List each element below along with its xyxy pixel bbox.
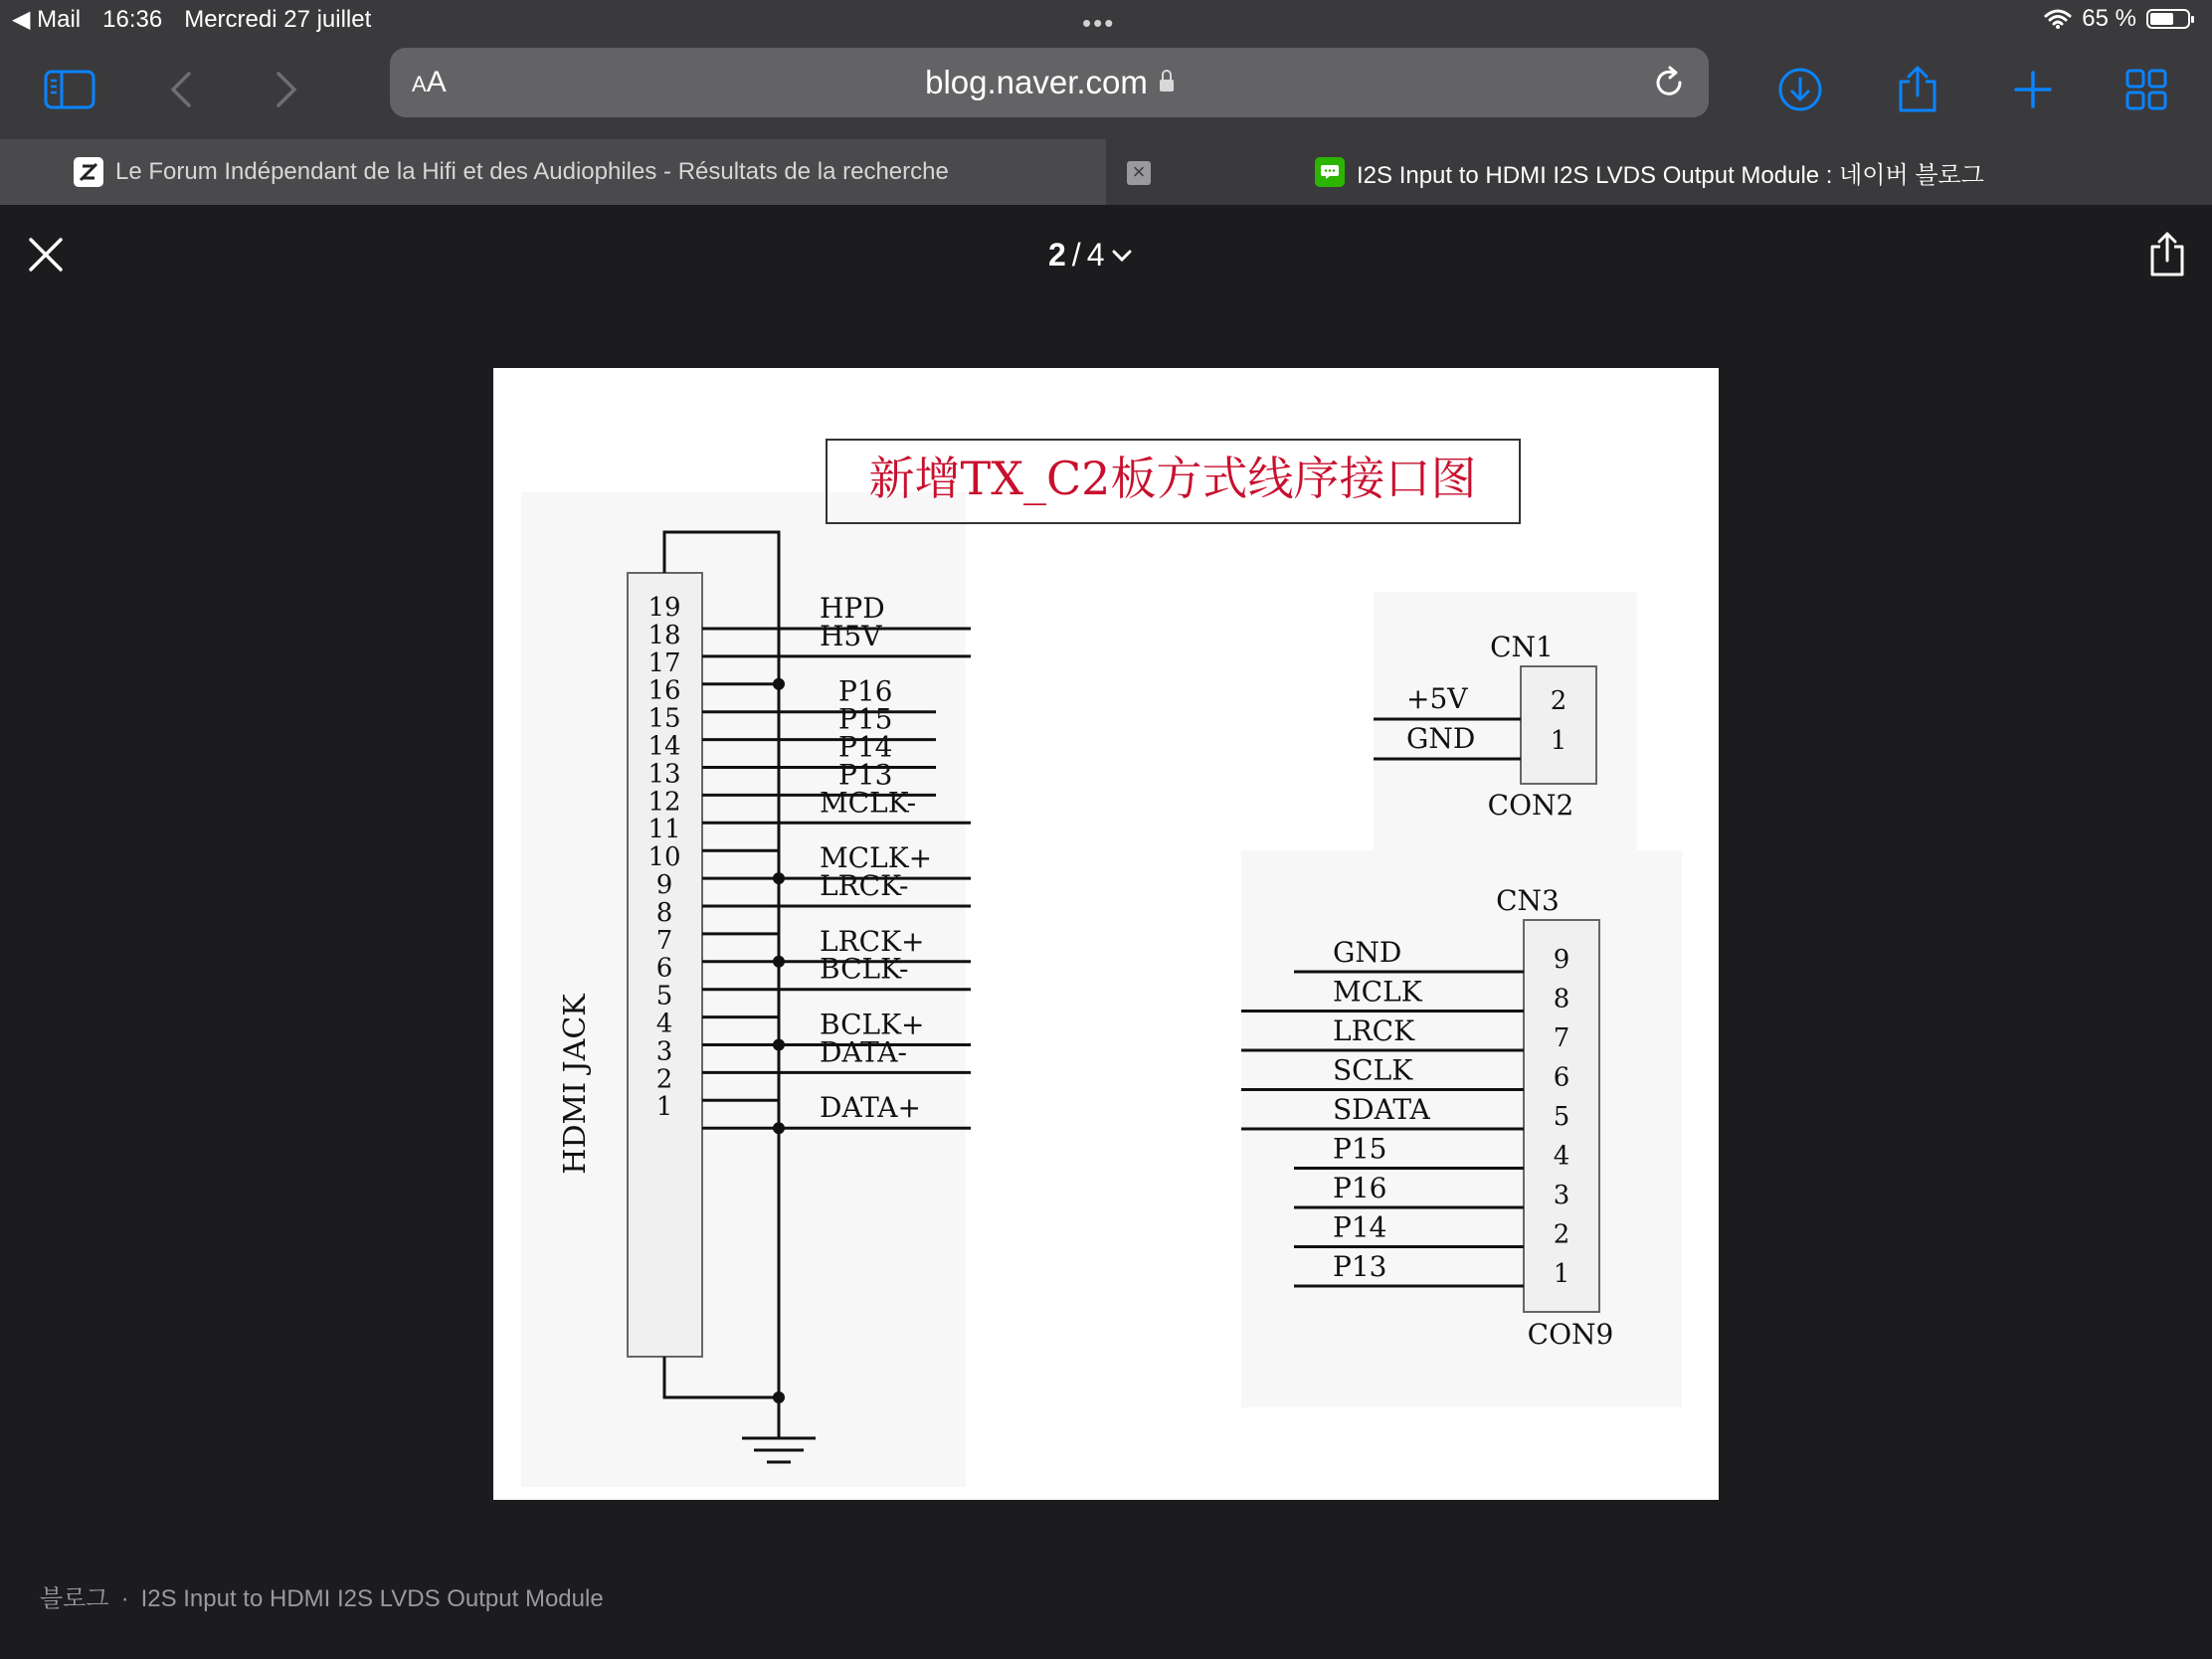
hdmi-signal-label: P16 xyxy=(838,674,893,708)
hdmi-signal-label: DATA- xyxy=(820,1035,907,1069)
cn1-signal-label: +5V xyxy=(1406,682,1468,715)
share-icon xyxy=(1897,66,1938,113)
viewer-share-icon[interactable] xyxy=(2148,231,2186,278)
status-time: 16:36 xyxy=(102,5,163,33)
tab-naver-blog[interactable] xyxy=(1106,139,2212,205)
download-icon xyxy=(1777,67,1823,112)
hdmi-signal-label: DATA+ xyxy=(820,1091,921,1125)
cn1-connector-body xyxy=(1521,666,1596,784)
battery-percent: 65 % xyxy=(2082,5,2136,32)
chevron-right-icon xyxy=(275,70,298,109)
tab-bar xyxy=(0,139,2212,205)
hdmi-pin-number: 16 xyxy=(647,675,681,706)
hdmi-signal-label: HPD xyxy=(820,592,885,625)
cn1-name: CN1 xyxy=(1490,631,1554,663)
hdmi-pin-number: 19 xyxy=(647,593,681,623)
cn3-signal-label: P14 xyxy=(1333,1210,1387,1244)
image-counter-separator: / xyxy=(1071,237,1081,273)
caption-blog-label[interactable]: 블로그 xyxy=(40,1585,109,1612)
hdmi-pin-number: 11 xyxy=(647,815,681,845)
cn3-signal-label: LRCK xyxy=(1333,1014,1415,1047)
downloads-button[interactable] xyxy=(1768,58,1832,121)
cn1-footer: CON2 xyxy=(1487,789,1574,822)
hdmi-pin-number: 7 xyxy=(655,925,673,956)
multitasking-dots[interactable]: ••• xyxy=(1082,8,1116,38)
lock-icon xyxy=(1160,80,1174,92)
naver-blog-favicon-icon xyxy=(1315,157,1345,187)
back-button[interactable] xyxy=(149,58,213,121)
hdmi-pin-number: 10 xyxy=(647,842,681,873)
hdmi-signal-label: P14 xyxy=(838,730,893,764)
image-counter[interactable] xyxy=(1048,237,1134,274)
plus-icon xyxy=(2013,70,2053,109)
cn3-pin-number: 4 xyxy=(1553,1141,1570,1172)
image-counter-current: 2 xyxy=(1048,237,1066,273)
hdmi-pin-number: 6 xyxy=(655,953,673,984)
tab-forum[interactable] xyxy=(0,139,1106,205)
text-size-button[interactable]: AA xyxy=(412,66,447,98)
hdmi-signal-label: LRCK+ xyxy=(820,924,925,958)
hdmi-signal-label: LRCK- xyxy=(820,869,909,902)
sidebar-button[interactable] xyxy=(38,58,101,121)
new-tab-button[interactable] xyxy=(2001,58,2065,121)
hdmi-pin-number: 4 xyxy=(655,1009,673,1039)
hdmi-signal-label: P15 xyxy=(838,702,893,736)
status-bar xyxy=(0,0,2212,40)
safari-toolbar xyxy=(0,40,2212,139)
cn3-signal-label: GND xyxy=(1333,936,1402,969)
diagram-image xyxy=(493,368,1719,1500)
image-counter-total: 4 xyxy=(1086,237,1105,273)
hdmi-signal-label: BCLK+ xyxy=(820,1008,925,1041)
wiring-diagram xyxy=(493,368,1719,1500)
hdmi-pin-number: 1 xyxy=(655,1092,673,1123)
tab-close-button[interactable]: × xyxy=(1127,161,1151,185)
cn3-pin-number: 3 xyxy=(1553,1181,1570,1210)
url-text: blog.naver.com xyxy=(925,64,1148,100)
caption-post-title: I2S Input to HDMI I2S LVDS Output Module xyxy=(140,1585,604,1612)
hdmi-jack-label: HDMI JACK xyxy=(558,994,593,1175)
hdmi-pin-number: 18 xyxy=(647,620,681,650)
sidebar-icon xyxy=(44,70,95,109)
hdmi-pin-number: 13 xyxy=(647,759,681,790)
cn3-pin-number: 7 xyxy=(1553,1023,1570,1053)
cn3-name: CN3 xyxy=(1496,884,1560,917)
cn3-pin-number: 5 xyxy=(1553,1102,1570,1132)
status-date: Mercredi 27 juillet xyxy=(184,5,372,33)
cn1-pin-number: 2 xyxy=(1550,686,1567,716)
hdmi-pin-number: 9 xyxy=(655,870,673,900)
wifi-icon xyxy=(2044,8,2072,30)
cn3-pin-number: 9 xyxy=(1553,945,1570,975)
caption-separator: · xyxy=(120,1585,129,1612)
cn3-signal-label: SDATA xyxy=(1333,1093,1430,1126)
cn1-signal-label: GND xyxy=(1406,722,1476,755)
image-caption xyxy=(40,1578,604,1613)
hdmi-signal-label: MCLK+ xyxy=(820,841,933,875)
tab-overview-button[interactable] xyxy=(2115,58,2178,121)
cn3-pin-number: 2 xyxy=(1553,1219,1570,1250)
cn3-signal-label: MCLK xyxy=(1333,975,1422,1009)
hdmi-pin-number: 17 xyxy=(647,647,681,678)
cn3-footer: CON9 xyxy=(1527,1318,1614,1351)
close-icon[interactable] xyxy=(26,235,66,275)
forum-favicon-icon xyxy=(74,157,103,187)
hdmi-pin-number: 5 xyxy=(655,981,673,1012)
cn3-signal-label: SCLK xyxy=(1333,1053,1413,1087)
cn3-signal-label: P16 xyxy=(1333,1172,1387,1204)
hdmi-pin-number: 14 xyxy=(647,731,681,762)
hdmi-signal-label: MCLK- xyxy=(820,786,917,820)
tabs-grid-icon xyxy=(2125,69,2167,110)
cn3-pin-number: 8 xyxy=(1553,984,1570,1014)
hdmi-signal-label: BCLK- xyxy=(820,952,909,986)
tab-forum-title: Le Forum Indépendant de la Hifi et des Audiophiles - Résultats de la recherche xyxy=(115,158,949,185)
cn3-pin-number: 1 xyxy=(1553,1259,1570,1289)
reload-icon[interactable] xyxy=(1651,65,1687,100)
tab-naver-blog-title: I2S Input to HDMI I2S LVDS Output Module : 네이버 블로그 xyxy=(1357,161,1984,189)
cn3-signal-label: P15 xyxy=(1333,1132,1387,1166)
cn1-pin-number: 1 xyxy=(1550,726,1567,756)
chevron-left-icon xyxy=(169,70,193,109)
chevron-down-icon xyxy=(1110,248,1134,264)
forward-button[interactable] xyxy=(255,58,318,121)
hdmi-pin-number: 2 xyxy=(655,1064,673,1095)
hdmi-signal-label: P13 xyxy=(838,758,893,792)
address-bar[interactable] xyxy=(390,48,1709,117)
hdmi-pin-number: 3 xyxy=(655,1036,673,1067)
hdmi-signal-label: H5V xyxy=(820,619,882,652)
cn3-signal-label: P13 xyxy=(1333,1250,1387,1283)
battery-icon xyxy=(2146,9,2190,29)
diagram-title: 新增TX_C2板方式线序接口图 xyxy=(868,452,1477,505)
hdmi-pin-number: 12 xyxy=(647,787,681,818)
back-to-app[interactable]: ◀ Mail xyxy=(12,6,82,33)
share-button[interactable] xyxy=(1886,58,1949,121)
hdmi-pin-number: 8 xyxy=(655,897,673,928)
hdmi-pin-number: 15 xyxy=(647,703,681,734)
cn3-pin-number: 6 xyxy=(1553,1062,1570,1093)
